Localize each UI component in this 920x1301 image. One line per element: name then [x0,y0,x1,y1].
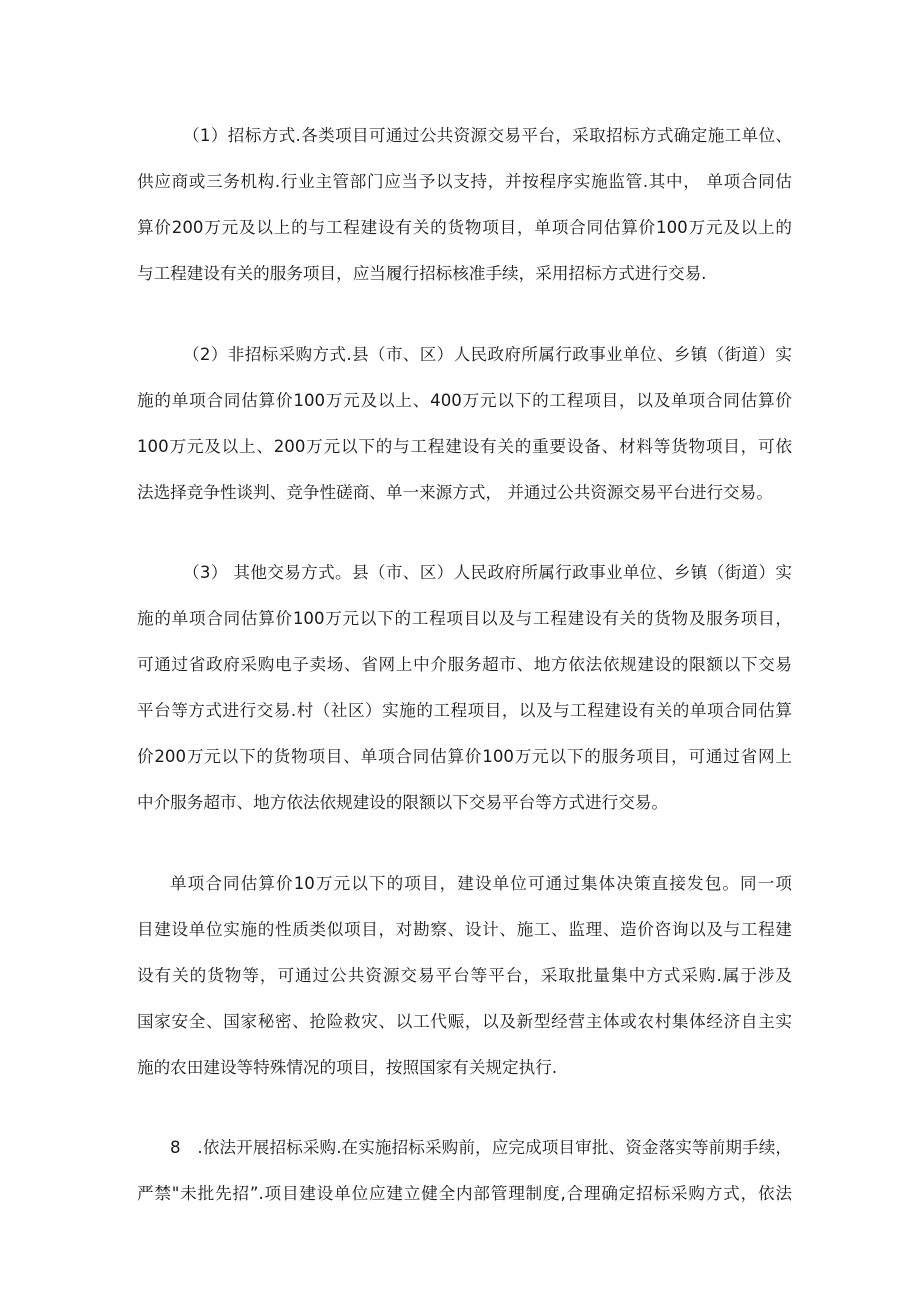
paragraph-other-methods [137,550,792,826]
document-page [137,113,792,1252]
text-line: 法选择竞争性谈判、竞争性磋商、单一来源方式， 并通过公共资源交易平台进行交易。 [137,482,773,502]
text-line: 100万元及以上、200万元以下的与工程建设有关的重要设备、材料等货物项目，可依 [137,436,792,456]
paragraph-non-tendering-method [137,332,792,516]
paragraph-tendering-method [137,113,792,297]
text-line: （3） 其他交易方式。县（市、区）人民政府所属行政事业单位、乡镇（街道）实 [183,563,792,582]
text-line: （2）非招标采购方式.县（市、区）人民政府所属行政事业单位、乡镇（街道）实 [183,344,792,364]
text-line: 8 .依法开展招标采购.在实施招标采购前，应完成项目审批、资金落实等前期手续， [170,1138,792,1157]
text-line: 单项合同估算价10万元以下的项目，建设单位可通过集体决策直接发包。同一项 [170,873,792,893]
text-line: 与工程建设有关的服务项目，应当履行招标核准手续，采用招标方式进行交易. [137,264,707,283]
text-line: 可通过省政府采购电子卖场、省网上中介服务超市、地方依法依规建设的限额以下交易 [137,655,792,674]
text-line: 中介服务超市、地方依法依规建设的限额以下交易平台等方式进行交易。 [137,793,668,812]
paragraph-small-projects [137,861,792,1091]
text-line: 国家安全、国家秘密、抢险救灾、以工代赈，以及新型经营主体或农村集体经济自主实 [137,1011,792,1031]
text-line: 严禁"未批先招”.项目建设单位应建立健全内部管理制度,合理确定招标采购方式，依法 [137,1184,792,1203]
text-line: 算价200万元及以上的与工程建设有关的货物项目，单项合同估算价100万元及以上的 [137,218,792,237]
text-line: 价200万元以下的货物项目、单项合同估算价100万元以下的服务项目，可通过省网上 [137,747,792,766]
text-line: 设有关的货物等，可通过公共资源交易平台等平台，采取批量集中方式采购.属于涉及 [137,965,792,985]
text-line: 施的农田建设等特殊情况的项目，按照国家有关规定执行. [137,1057,558,1077]
text-line: （1）招标方式.各类项目可通过公共资源交易平台，采取招标方式确定施工单位、 [183,126,792,145]
text-line: 施的单项合同估算价100万元及以上、400万元以下的工程项目，以及单项合同估算价 [137,390,792,410]
text-line: 目建设单位实施的性质类似项目，对勘察、设计、施工、监理、造价咨询以及与工程建 [137,919,792,939]
text-line: 供应商或三务机构.行业主管部门应当予以支持，并按程序实施监管.其中， 单项合同估 [137,172,792,191]
text-line: 平台等方式进行交易.村（社区）实施的工程项目，以及与工程建设有关的单项合同估算 [137,701,792,720]
text-line: 施的单项合同估算价100万元以下的工程项目以及与工程建设有关的货物及服务项目， [137,609,792,628]
paragraph-item-8-lawful-procurement [137,1125,792,1217]
